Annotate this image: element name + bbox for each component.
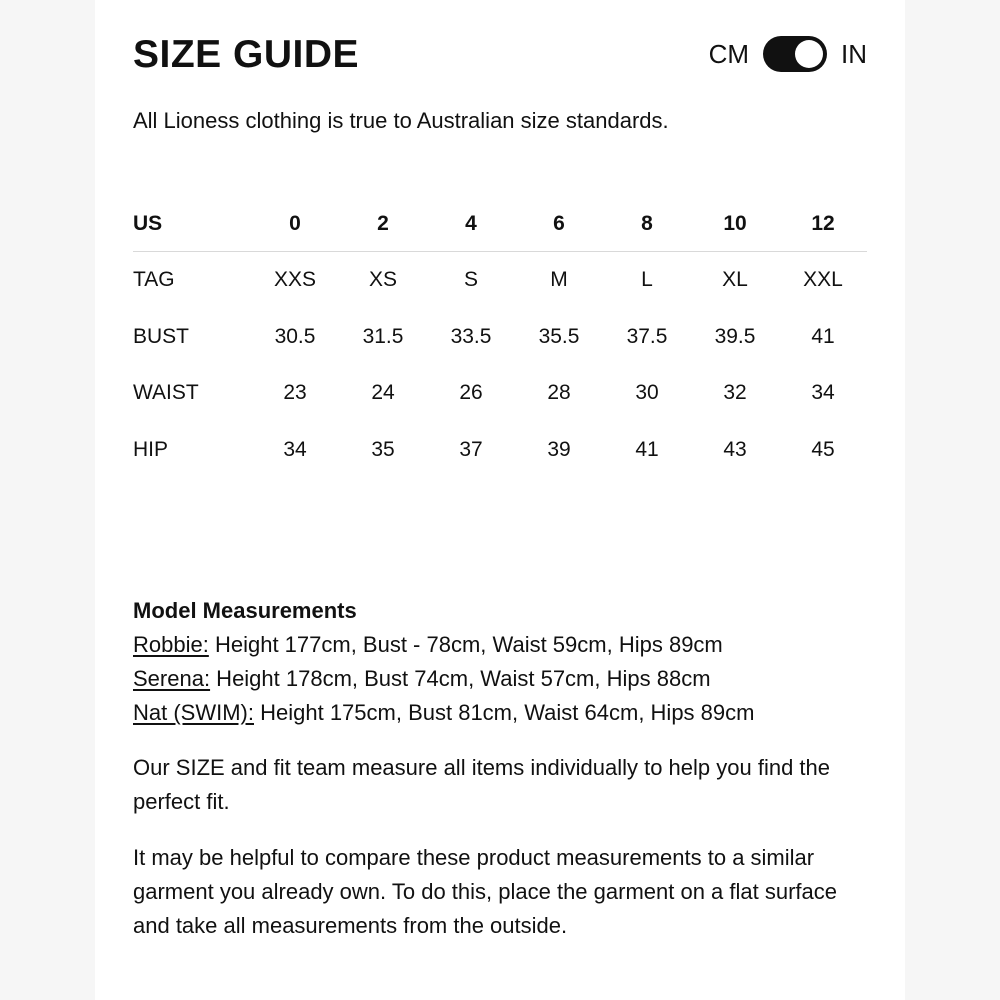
- row-label: BUST: [133, 324, 190, 348]
- size-guide-header: [133, 28, 867, 82]
- table-cell: XXS: [273, 268, 317, 292]
- unit-switch[interactable]: [763, 36, 827, 72]
- table-cell: XS: [368, 268, 397, 292]
- row-label: TAG: [133, 268, 175, 292]
- unit-label-in[interactable]: IN: [841, 39, 867, 69]
- table-cell: 31.5: [362, 324, 404, 348]
- table-cell: XXL: [803, 268, 843, 292]
- page-title: SIZE GUIDE: [133, 33, 360, 76]
- table-header-cell: 12: [811, 211, 835, 235]
- model-details-robbie: Height 177cm, Bust - 78cm, Waist 59cm, Hips 89cm: [208, 632, 723, 657]
- table-cell: XL: [722, 268, 748, 292]
- table-cell: L: [641, 268, 653, 292]
- table-cell: 23: [283, 381, 307, 405]
- table-header-label: US: [133, 211, 163, 235]
- table-row-waist: [133, 365, 867, 422]
- table-header-cell: 10: [723, 211, 747, 235]
- table-cell: 28: [547, 381, 571, 405]
- intro-text: All Lioness clothing is true to Australian size standards.: [133, 108, 669, 133]
- table-cell: 35: [371, 437, 395, 461]
- model-measurements-heading: Model Measurements: [133, 598, 357, 623]
- table-row-tag: [133, 252, 867, 309]
- model-measurements: [133, 594, 873, 730]
- table-header-cell: 8: [641, 211, 653, 235]
- table-header-cell: 2: [377, 211, 389, 235]
- table-cell: 35.5: [538, 324, 580, 348]
- table-cell: 43: [723, 437, 747, 461]
- table-header-cell: 0: [289, 211, 301, 235]
- model-details-nat: Height 175cm, Bust 81cm, Waist 64cm, Hips 89cm: [254, 700, 755, 725]
- model-details-serena: Height 178cm, Bust 74cm, Waist 57cm, Hips 88cm: [210, 666, 711, 691]
- table-header-cell: 4: [465, 211, 477, 235]
- table-cell: 39.5: [714, 324, 756, 348]
- size-table: [133, 196, 867, 478]
- table-cell: 34: [283, 437, 307, 461]
- table-row-hip: [133, 422, 867, 479]
- table-cell: 41: [635, 437, 659, 461]
- switch-knob: [795, 40, 823, 68]
- fit-team-paragraph: Our SIZE and fit team measure all items individually to help you find the perfect fit.: [133, 755, 831, 814]
- model-name-serena: Serena:: [133, 666, 211, 691]
- table-cell: 41: [811, 324, 835, 348]
- table-cell: 32: [723, 381, 747, 405]
- table-header-row: [133, 196, 867, 252]
- table-cell: 37.5: [626, 324, 668, 348]
- table-cell: 39: [547, 437, 571, 461]
- table-cell: 30.5: [274, 324, 316, 348]
- model-name-robbie: Robbie:: [133, 632, 209, 657]
- table-cell: 30: [635, 381, 659, 405]
- table-cell: S: [463, 268, 478, 292]
- model-line-robbie: [133, 628, 873, 662]
- model-name-nat: Nat (SWIM):: [133, 700, 254, 725]
- table-cell: 37: [459, 437, 483, 461]
- compare-paragraph: It may be helpful to compare these product measurements to a similar garment you already own. To do this, place the garment on a flat surface and take all measurements from the outside.: [133, 845, 837, 938]
- model-line-nat: [133, 696, 873, 730]
- table-cell: 33.5: [450, 324, 492, 348]
- table-cell: 45: [811, 437, 835, 461]
- row-label: WAIST: [133, 381, 199, 405]
- unit-toggle: [709, 36, 867, 72]
- table-cell: 24: [371, 381, 395, 405]
- model-line-serena: [133, 662, 873, 696]
- table-cell: 34: [811, 381, 835, 405]
- table-row-bust: [133, 309, 867, 366]
- table-cell: 26: [459, 381, 483, 405]
- row-label: HIP: [133, 437, 169, 461]
- table-header-cell: 6: [553, 211, 565, 235]
- unit-label-cm[interactable]: CM: [708, 39, 749, 69]
- table-cell: M: [550, 268, 568, 292]
